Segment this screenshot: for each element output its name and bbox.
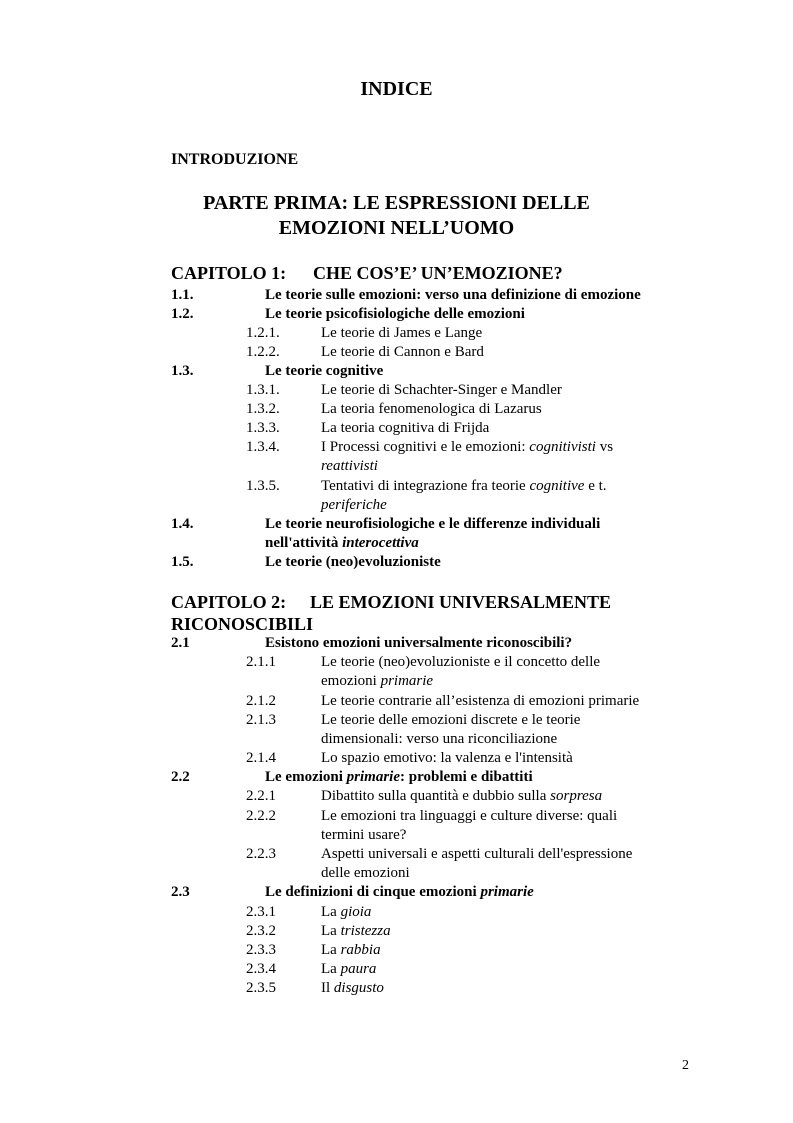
chapter-2-heading [171,592,611,613]
entry-number: 2.3.1 [246,904,276,920]
entry-number: 1.2.2. [246,344,280,360]
chapter-1-title: CHE COS’E’ UN’EMOZIONE? [313,263,563,283]
entry-number: 2.3.5 [246,980,276,996]
entry-text: Esistono emozioni universalmente riconoscibili? [265,635,573,651]
entry-text: Le teorie cognitive [265,363,384,379]
entry-number: 1.2. [171,306,194,322]
chapter-2-label: CAPITOLO 2: [171,592,287,612]
entry-number: 1.3.4. [246,439,280,455]
chapter-2-title-line2: RICONOSCIBILI [171,614,314,634]
entry-text: Le emozioni primarie: problemi e dibattiti [265,769,533,785]
entry-text: Il disgusto [321,980,384,996]
chapter-1-heading [171,263,563,284]
entry-text: Le teorie di James e Lange [321,325,483,341]
entry-text: Le teorie neurofisiologiche e le differenze individuali [265,516,601,532]
page-number: 2 [682,1058,689,1073]
entry-number: 2.3.3 [246,942,276,958]
entry-text-continued: reattivisti [321,458,378,474]
entry-text: Le teorie delle emozioni discrete e le teorie [321,712,581,728]
entry-text-continued: emozioni primarie [321,673,434,689]
chapter-1-label: CAPITOLO 1: [171,263,287,283]
entry-number: 1.3.3. [246,420,280,436]
entry-text: La paura [321,961,377,977]
entry-text: Le teorie psicofisiologiche delle emozioni [265,306,525,322]
introduction-heading: INTRODUZIONE [171,151,299,168]
entry-number: 2.2.2 [246,808,276,824]
entry-text: Le teorie di Schachter-Singer e Mandler [321,382,562,398]
entry-number: 2.2 [171,769,190,785]
entry-number: 2.3.2 [246,923,276,939]
entry-number: 2.1.3 [246,712,276,728]
entry-text: Aspetti universali e aspetti culturali dell'espressione [321,846,633,862]
entry-text: Lo spazio emotivo: la valenza e l'intensità [321,750,573,766]
part-title-line2: EMOZIONI NELL’UOMO [278,217,515,239]
entry-text-continued: nell'attività interocettiva [265,535,419,551]
entry-number: 2.2.3 [246,846,276,862]
entry-text: Le teorie (neo)evoluzioniste e il concetto delle [321,654,601,670]
entry-number: 2.1.1 [246,654,276,670]
entry-text: La gioia [321,904,372,920]
entry-number: 2.3 [171,884,190,900]
part-title-line1: PARTE PRIMA: LE ESPRESSIONI DELLE [203,192,590,214]
entry-number: 2.2.1 [246,788,276,804]
chapter-2-title: LE EMOZIONI UNIVERSALMENTE [310,592,612,612]
page-title: INDICE [360,78,433,100]
entry-text-continued: termini usare? [321,827,407,843]
entry-number: 1.4. [171,516,194,532]
entry-text: Le definizioni di cinque emozioni primarie [265,884,534,900]
entry-number: 2.1.4 [246,750,276,766]
entry-text: Le emozioni tra linguaggi e culture diverse: quali [321,808,618,824]
entry-text: I Processi cognitivi e le emozioni: cognitivisti vs [321,439,614,455]
entry-text: La tristezza [321,923,391,939]
entry-number: 1.3.1. [246,382,280,398]
entry-number: 1.3. [171,363,194,379]
entry-number: 1.5. [171,554,194,570]
entry-text: La teoria cognitiva di Frijda [321,420,490,436]
entry-text: La rabbia [321,942,381,958]
entry-number: 2.1.2 [246,693,276,709]
entry-text: Tentativi di integrazione fra teorie cognitive e t. [321,478,607,494]
entry-text: Le teorie contrarie all’esistenza di emozioni primarie [321,693,640,709]
entry-text: Le teorie (neo)evoluzioniste [265,554,441,570]
entry-text: Le teorie sulle emozioni: verso una definizione di emozione [265,287,641,303]
entry-number: 1.3.5. [246,478,280,494]
entry-text-continued: delle emozioni [321,865,410,881]
entry-text-continued: periferiche [321,497,387,513]
entry-text: Le teorie di Cannon e Bard [321,344,484,360]
entry-number: 2.3.4 [246,961,276,977]
entry-number: 1.1. [171,287,194,303]
entry-number: 1.2.1. [246,325,280,341]
entry-text-continued: dimensionali: verso una riconciliazione [321,731,558,747]
entry-number: 1.3.2. [246,401,280,417]
entry-text: Dibattito sulla quantità e dubbio sulla sorpresa [321,788,603,804]
entry-text: La teoria fenomenologica di Lazarus [321,401,542,417]
entry-number: 2.1 [171,635,190,651]
